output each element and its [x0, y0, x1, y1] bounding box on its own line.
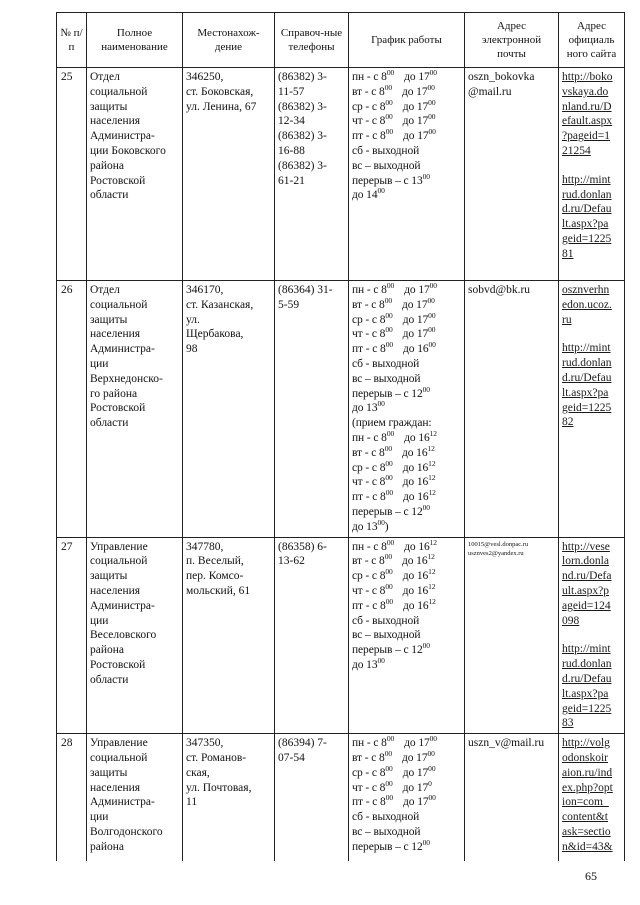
site-link[interactable]: osznverhn	[562, 284, 610, 296]
row-number: 25	[57, 68, 87, 281]
schedule-line: сб - выходной	[352, 811, 420, 824]
header-num: № п/п	[57, 13, 87, 68]
site-link[interactable]: content&t	[562, 811, 608, 824]
institution-phones: (86364) 31- 5-59	[275, 281, 349, 538]
institution-site	[559, 281, 625, 538]
schedule-line: пн - с $8^{00}$ до $17^{00}$	[352, 68, 437, 83]
schedule-line: сб - выходной	[352, 357, 420, 370]
table-header-row	[57, 13, 625, 68]
institution-email: sobvd@bk.ru	[465, 281, 559, 538]
site-link[interactable]: ?pageid=1	[562, 130, 610, 143]
institution-location: 346250, ст. Боковская, ул. Ленина, 67	[183, 68, 275, 281]
site-link[interactable]: geid=1225	[562, 702, 612, 715]
site-link[interactable]: aion.ru/ind	[562, 766, 613, 779]
schedule-line: чт - с $8^{00}$ до $17^{00}$	[352, 325, 436, 341]
schedule-line: вт - с $8^{00}$ до $16^{12}$	[352, 443, 435, 459]
table-row	[57, 281, 625, 538]
institution-location: 347780, п. Веселый, пер. Комсо- мольский, 61	[183, 537, 275, 734]
schedule-line: ср - с $8^{00}$ до $16^{12}$	[352, 567, 436, 583]
schedule-line: перерыв – с $12^{00}$	[352, 641, 430, 657]
schedule-line: чт - с $8^{00}$ до $16^{12}$	[352, 473, 436, 489]
schedule-line: перерыв – с $13^{00}$	[352, 171, 430, 187]
site-link[interactable]: rud.donlan	[562, 188, 612, 201]
schedule-line: вт - с $8^{00}$ до $17^{00}$	[352, 82, 435, 98]
schedule-line: вт - с $8^{00}$ до $17^{00}$	[352, 748, 435, 764]
row-number: 28	[57, 734, 87, 861]
site-link[interactable]: 098	[562, 614, 580, 627]
schedule-line: пт - с $8^{00}$ до $16^{12}$	[352, 596, 436, 612]
institution-phones: (86394) 7- 07-54	[275, 734, 349, 861]
site-link[interactable]: lt.aspx?pa	[562, 386, 609, 399]
schedule-line: пн - с $8^{00}$ до $17^{00}$	[352, 281, 437, 296]
site-link[interactable]: ageid=124	[562, 599, 611, 612]
institution-name: Управление социальной защиты населения Администра- ции Волгодонского района	[87, 734, 183, 861]
schedule-line: до $13^{00}$)	[352, 517, 389, 533]
institution-name: Отдел социальной защиты населения Администра- ции Боковского района Ростовской области	[87, 68, 183, 281]
page-number: 65	[585, 869, 597, 883]
work-schedule	[349, 281, 465, 538]
document-page	[56, 12, 624, 861]
work-schedule	[349, 68, 465, 281]
site-link[interactable]: http://mint	[562, 173, 611, 186]
schedule-line: чт - с $8^{00}$ до $17^{00}$	[352, 112, 436, 128]
site-link[interactable]: rud.donlan	[562, 658, 612, 671]
header-location: Местонахож-дение	[183, 13, 275, 68]
schedule-line: вс – выходной	[352, 372, 421, 385]
row-number: 26	[57, 281, 87, 538]
site-link[interactable]: lt.aspx?pa	[562, 218, 609, 231]
schedule-line: перерыв – с $12^{00}$	[352, 384, 430, 400]
schedule-line: вт - с $8^{00}$ до $17^{00}$	[352, 295, 435, 311]
schedule-line: чт - с $8^{00}$ до $16^{12}$	[352, 581, 436, 597]
site-link[interactable]: ex.php?opt	[562, 781, 613, 794]
institution-site	[559, 734, 625, 861]
site-link[interactable]: ask=sectio	[562, 825, 611, 838]
site-link[interactable]: nd.ru/Defa	[562, 570, 612, 583]
institution-email: oszn_bokovka @mail.ru	[465, 68, 559, 281]
schedule-line: до $14^{00}$	[352, 186, 385, 202]
site-link[interactable]: geid=1225	[562, 232, 612, 245]
header-name: Полное наименование	[87, 13, 183, 68]
schedule-line: вс – выходной	[352, 825, 421, 838]
site-link[interactable]: d.ru/Defau	[562, 672, 612, 685]
institution-name: Управление социальной защиты населения Администра- ции Веселовского района Ростовской области	[87, 537, 183, 734]
schedule-line: до $13^{00}$	[352, 655, 385, 671]
site-link[interactable]: lt.aspx?pa	[562, 687, 609, 700]
site-link[interactable]: 21254	[562, 144, 591, 157]
site-link[interactable]: d.ru/Defau	[562, 203, 612, 216]
email-link[interactable]: 10015@vesl.donpac.ru	[468, 540, 529, 548]
schedule-line: до $13^{00}$	[352, 399, 385, 415]
site-link[interactable]: 82	[562, 416, 574, 429]
schedule-line: сб - выходной	[352, 614, 420, 627]
header-email: Адрес электронной почты	[465, 13, 559, 68]
site-link[interactable]: http://mint	[562, 643, 611, 656]
institution-location: 347350, ст. Романов- ская, ул. Почтовая, 11	[183, 734, 275, 861]
table-row	[57, 537, 625, 734]
site-link[interactable]: nland.ru/D	[562, 100, 612, 113]
schedule-line: вт - с $8^{00}$ до $16^{12}$	[352, 552, 435, 568]
institution-site	[559, 68, 625, 281]
table-row	[57, 734, 625, 861]
header-site: Адрес официаль ного сайта	[559, 13, 625, 68]
schedule-line: перерыв – с $12^{00}$	[352, 837, 430, 853]
site-link[interactable]: http://mint	[562, 342, 611, 355]
institution-site	[559, 537, 625, 734]
site-link[interactable]: lorn.donla	[562, 555, 609, 568]
schedule-line: ср - с $8^{00}$ до $16^{12}$	[352, 458, 436, 474]
site-link[interactable]: ion=com_	[562, 796, 609, 809]
work-schedule	[349, 734, 465, 861]
site-link[interactable]: d.ru/Defau	[562, 371, 612, 384]
email-link[interactable]: usznves2@yandex.ru	[468, 549, 524, 557]
institutions-table	[56, 12, 625, 861]
site-link[interactable]: rud.donlan	[562, 357, 612, 370]
schedule-line: вс – выходной	[352, 159, 421, 172]
schedule-line: пн - с $8^{00}$ до $17^{00}$	[352, 734, 437, 750]
site-link[interactable]: 81	[562, 247, 574, 260]
schedule-line: (прием граждан:	[352, 417, 432, 430]
schedule-line: ср - с $8^{00}$ до $17^{00}$	[352, 97, 436, 113]
work-schedule	[349, 537, 465, 734]
site-link[interactable]: 83	[562, 717, 574, 730]
site-link[interactable]: ult.aspx?p	[562, 584, 609, 597]
institution-email: uszn_v@mail.ru	[465, 734, 559, 861]
site-link[interactable]: geid=1225	[562, 401, 612, 414]
schedule-line: пн - с $8^{00}$ до $16^{12}$	[352, 428, 437, 444]
site-link[interactable]: n&id=43&	[562, 840, 613, 853]
site-link[interactable]: efault.aspx	[562, 115, 613, 128]
site-link[interactable]: vskaya.do	[562, 85, 609, 98]
institution-location: 346170, ст. Казанская, ул. Щербакова, 98	[183, 281, 275, 538]
schedule-line: пт - с $8^{00}$ до $16^{12}$	[352, 488, 436, 504]
header-phones: Справоч-ные телефоны	[275, 13, 349, 68]
institution-phones: (86382) 3- 11-57 (86382) 3- 12-34 (86382) 3- 16-88 (86382) 3- 61-21	[275, 68, 349, 281]
site-link[interactable]: http://volg	[562, 737, 610, 750]
institution-name: Отдел социальной защиты населения Администра- ции Верхнедонско- го района Ростовской области	[87, 281, 183, 538]
site-link[interactable]: odonskoir	[562, 751, 608, 764]
table-row	[57, 68, 625, 281]
schedule-line: ср - с $8^{00}$ до $17^{00}$	[352, 763, 436, 779]
schedule-line: сб - выходной	[352, 144, 420, 157]
site-link[interactable]: edon.ucoz.	[562, 298, 612, 311]
header-schedule: График работы	[349, 13, 465, 68]
schedule-line: чт - с $8^{00}$ до $17^0$	[352, 778, 432, 794]
schedule-line: пт - с $8^{00}$ до $16^{00}$	[352, 340, 436, 356]
site-link[interactable]: ru	[562, 313, 572, 326]
institution-email	[465, 537, 559, 734]
site-link[interactable]: http://vese	[562, 540, 610, 553]
schedule-line: пн - с $8^{00}$ до $16^{12}$	[352, 537, 437, 553]
schedule-line: пт - с $8^{00}$ до $17^{00}$	[352, 793, 436, 809]
schedule-line: вс – выходной	[352, 629, 421, 642]
site-link[interactable]: http://boko	[562, 71, 613, 83]
institution-phones: (86358) 6- 13-62	[275, 537, 349, 734]
schedule-line: перерыв – с $12^{00}$	[352, 502, 430, 518]
schedule-line: пт - с $8^{00}$ до $17^{00}$	[352, 127, 436, 143]
row-number: 27	[57, 537, 87, 734]
schedule-line: ср - с $8^{00}$ до $17^{00}$	[352, 310, 436, 326]
